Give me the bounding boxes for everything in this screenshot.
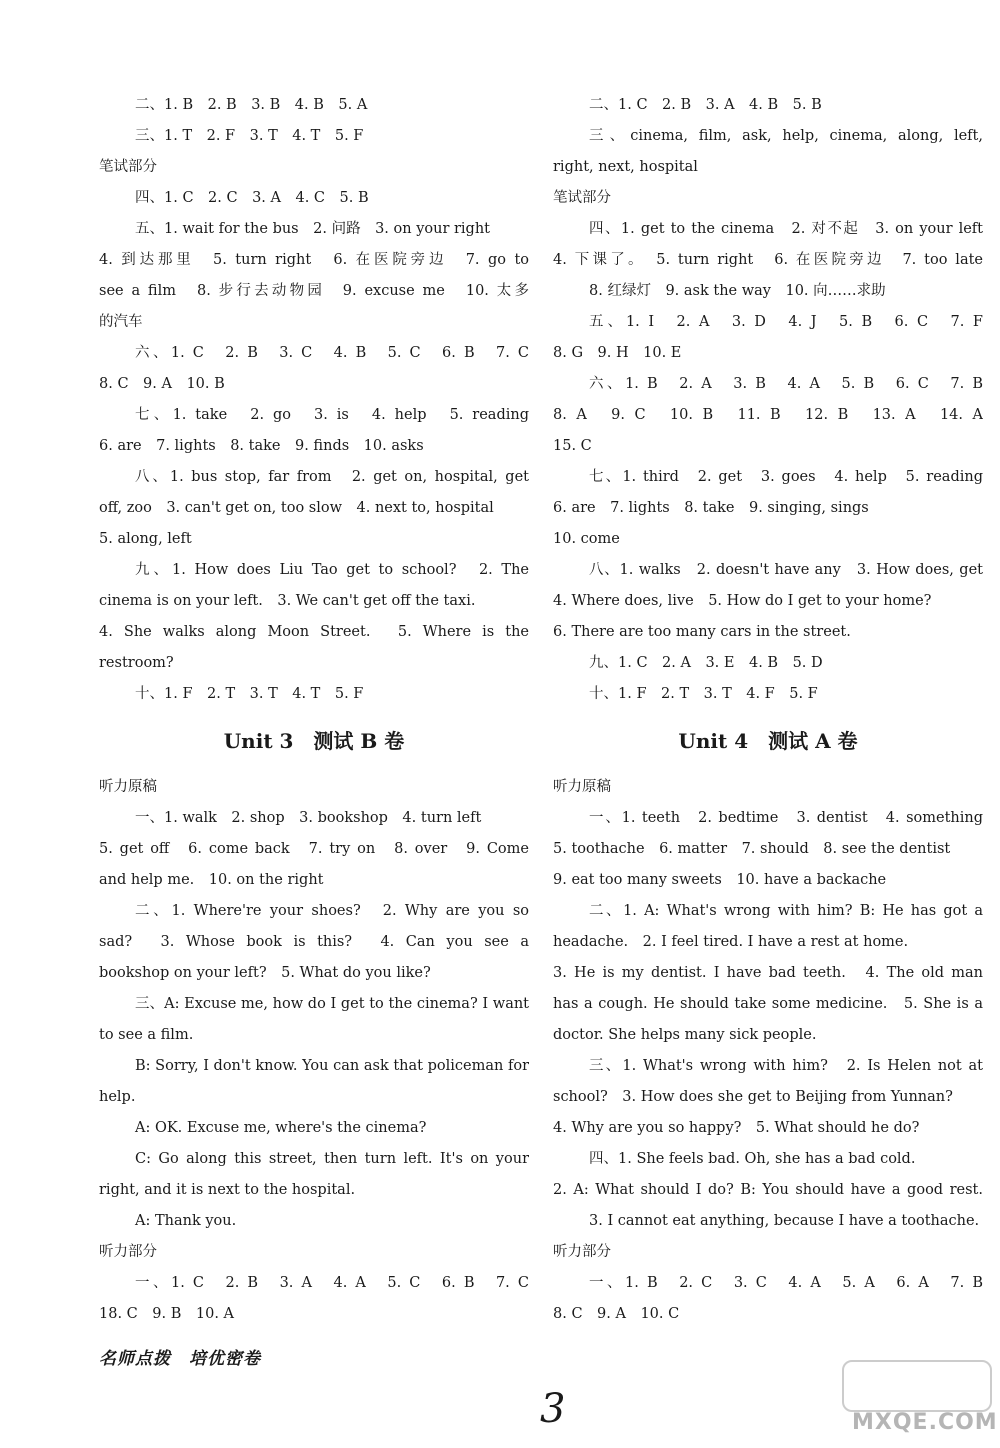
answer-line: restroom? xyxy=(99,655,174,671)
answer-line: 4. She walks along Moon Street. 5. Where is the xyxy=(99,624,529,640)
answer-line: 8. 红绿灯 9. ask the way 10. 向……求助 xyxy=(589,283,886,299)
answer-line: headache. 2. I feel tired. I have a rest at home. xyxy=(553,934,909,950)
answer-line: to see a film. xyxy=(99,1027,194,1043)
right-answer-column xyxy=(553,90,983,1330)
answer-line: 的汽车 xyxy=(99,314,143,330)
section-heading: 听力部分 xyxy=(99,1244,157,1260)
answer-line: 一、1. teeth 2. bedtime 3. dentist 4. something xyxy=(589,810,983,826)
page-number: 3 xyxy=(540,1386,566,1432)
answer-line: A: Thank you. xyxy=(135,1213,237,1229)
answer-line: 七、1. take 2. go 3. is 4. help 5. reading xyxy=(135,407,529,423)
answer-line: right, next, hospital xyxy=(553,159,698,175)
answer-line: B: Sorry, I don't know. You can ask that policeman for xyxy=(135,1058,529,1074)
answer-line: 二、1. Where're your shoes? 2. Why are you so xyxy=(135,903,529,919)
answer-line: 5. along, left xyxy=(99,531,192,547)
answer-line: 4. Why are you so happy? 5. What should he do? xyxy=(553,1120,920,1136)
answer-line: off, zoo 3. can't get on, too slow 4. next to, hospital xyxy=(99,500,494,516)
answer-line: 9. eat too many sweets 10. have a backache xyxy=(553,872,887,888)
answer-line: 十、1. F 2. T 3. T 4. T 5. F xyxy=(135,686,364,702)
answer-line: 10. come xyxy=(553,531,620,547)
answer-line: 6. are 7. lights 8. take 9. singing, sings xyxy=(553,500,869,516)
left-answer-column xyxy=(99,90,529,1330)
answer-line: C: Go along this street, then turn left. It's on your xyxy=(135,1151,529,1167)
answer-line: 四、1. C 2. C 3. A 4. C 5. B xyxy=(135,190,369,206)
watermark-text: MXQE.COM xyxy=(852,1410,998,1435)
section-heading: 听力部分 xyxy=(553,1244,611,1260)
answer-line: 一、1. walk 2. shop 3. bookshop 4. turn left xyxy=(135,810,482,826)
answer-line: 三、cinema, film, ask, help, cinema, along, left, xyxy=(589,128,983,144)
answer-line: 六、1. B 2. A 3. B 4. A 5. B 6. C 7. B xyxy=(589,376,983,392)
answer-line: 五、1. wait for the bus 2. 问路 3. on your right xyxy=(135,221,491,237)
answer-line: 18. C 9. B 10. A xyxy=(99,1306,235,1322)
answer-line: 二、1. A: What's wrong with him? B: He has got a xyxy=(589,903,983,919)
answer-line: 三、1. What's wrong with him? 2. Is Helen not at xyxy=(589,1058,983,1074)
answer-line: 一、1. C 2. B 3. A 4. A 5. C 6. B 7. C xyxy=(135,1275,529,1291)
answer-line: 8. G 9. H 10. E xyxy=(553,345,682,361)
answer-line: 三、A: Excuse me, how do I get to the cinema? I want xyxy=(135,996,529,1012)
answer-line: 三、1. T 2. F 3. T 4. T 5. F xyxy=(135,128,364,144)
watermark-logo-icon xyxy=(842,1360,992,1412)
answer-line: 6. There are too many cars in the street. xyxy=(553,624,851,640)
answer-line: cinema is on your left. 3. We can't get off the taxi. xyxy=(99,593,476,609)
section-heading: 笔试部分 xyxy=(99,159,157,175)
answer-line: school? 3. How does she get to Beijing from Yunnan? xyxy=(553,1089,953,1105)
answer-line: doctor. She helps many sick people. xyxy=(553,1027,817,1043)
answer-line: 四、1. get to the cinema 2. 对不起 3. on your left xyxy=(589,221,983,237)
footer-brand: 名师点拨 培优密卷 xyxy=(99,1349,261,1369)
answer-line: 8. C 9. A 10. B xyxy=(99,376,225,392)
answer-line: 15. C xyxy=(553,438,592,454)
section-heading: 听力原稿 xyxy=(553,779,611,795)
answer-line: 九、1. How does Liu Tao get to school? 2. The xyxy=(135,562,529,578)
answer-line: bookshop on your left? 5. What do you like? xyxy=(99,965,431,981)
answer-line: 四、1. She feels bad. Oh, she has a bad cold. xyxy=(589,1151,916,1167)
section-heading: 笔试部分 xyxy=(553,190,611,206)
answer-line: 九、1. C 2. A 3. E 4. B 5. D xyxy=(589,655,823,671)
answer-line: 一、1. B 2. C 3. C 4. A 5. A 6. A 7. B xyxy=(589,1275,983,1291)
answer-line: 4. 到达那里 5. turn right 6. 在医院旁边 7. go to xyxy=(99,252,529,268)
answer-line: 六、1. C 2. B 3. C 4. B 5. C 6. B 7. C xyxy=(135,345,529,361)
answer-line: has a cough. He should take some medicine. 5. She is a xyxy=(553,996,983,1012)
answer-line: 5. toothache 6. matter 7. should 8. see the dentist xyxy=(553,841,951,857)
answer-line: 4. 下课了。 5. turn right 6. 在医院旁边 7. too late xyxy=(553,252,983,268)
answer-line: 4. Where does, live 5. How do I get to your home? xyxy=(553,593,932,609)
answer-line: 8. A 9. C 10. B 11. B 12. B 13. A 14. A xyxy=(553,407,983,423)
answer-line: 8. C 9. A 10. C xyxy=(553,1306,680,1322)
answer-line: 八、1. bus stop, far from 2. get on, hospital, get xyxy=(135,469,529,485)
answer-line: A: OK. Excuse me, where's the cinema? xyxy=(135,1120,427,1136)
unit-title: Unit 3 测试 B 卷 xyxy=(223,729,405,753)
answer-line: 七、1. third 2. get 3. goes 4. help 5. reading xyxy=(589,469,983,485)
answer-line: right, and it is next to the hospital. xyxy=(99,1182,356,1198)
watermark xyxy=(842,1360,998,1440)
answer-line: and help me. 10. on the right xyxy=(99,872,324,888)
answer-line: sad? 3. Whose book is this? 4. Can you see a xyxy=(99,934,529,950)
answer-line: 5. get off 6. come back 7. try on 8. over 9. Come xyxy=(99,841,529,857)
answer-line: 八、1. walks 2. doesn't have any 3. How does, get xyxy=(589,562,983,578)
answer-line: help. xyxy=(99,1089,136,1105)
answer-line: 二、1. B 2. B 3. B 4. B 5. A xyxy=(135,97,368,113)
answer-line: see a film 8. 步行去动物园 9. excuse me 10. 太多 xyxy=(99,283,529,299)
answer-line: 3. I cannot eat anything, because I have a toothache. xyxy=(589,1213,980,1229)
section-heading: 听力原稿 xyxy=(99,779,157,795)
answer-line: 五、1. I 2. A 3. D 4. J 5. B 6. C 7. F xyxy=(589,314,983,330)
answer-line: 2. A: What should I do? B: You should have a good rest. xyxy=(553,1182,983,1198)
answer-line: 3. He is my dentist. I have bad teeth. 4. The old man xyxy=(553,965,983,981)
unit-title: Unit 4 测试 A 卷 xyxy=(678,729,858,753)
answer-line: 十、1. F 2. T 3. T 4. F 5. F xyxy=(589,686,818,702)
answer-line: 二、1. C 2. B 3. A 4. B 5. B xyxy=(589,97,822,113)
answer-line: 6. are 7. lights 8. take 9. finds 10. asks xyxy=(99,438,424,454)
